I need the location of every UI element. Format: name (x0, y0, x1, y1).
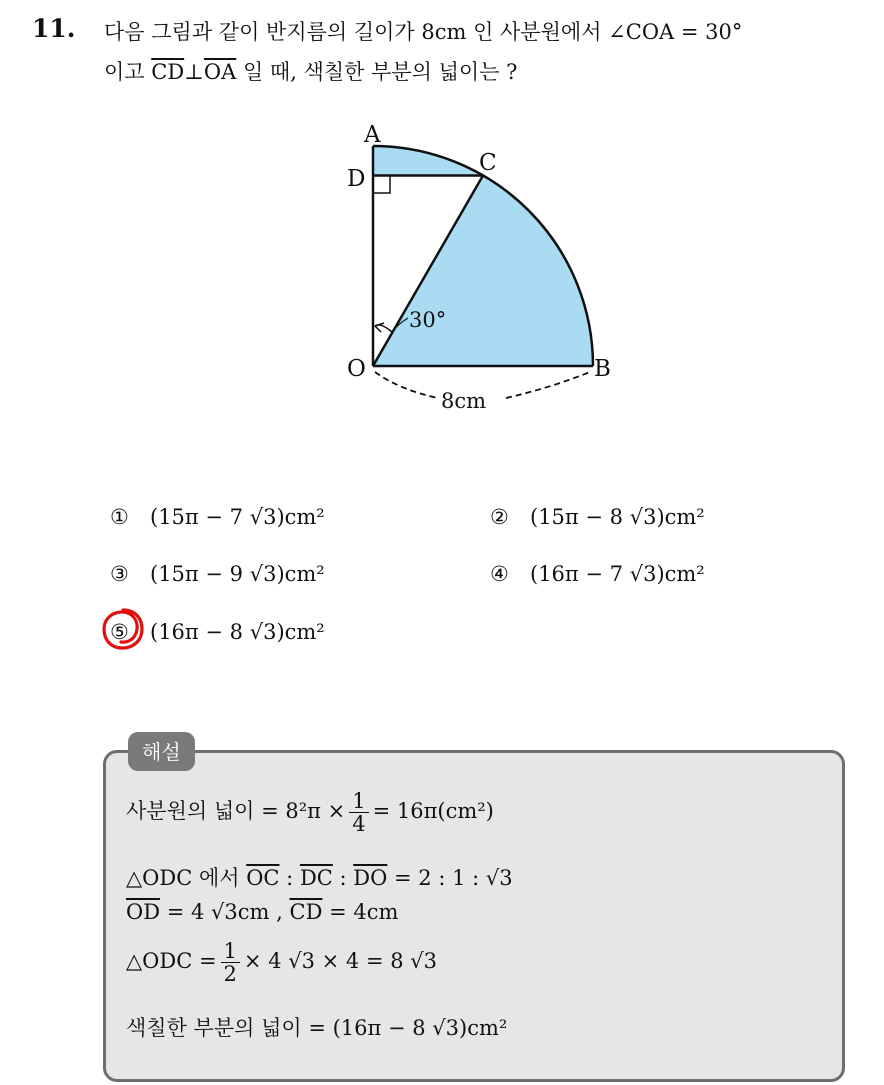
fraction-one-quarter (349, 790, 368, 835)
angle-arrow (375, 323, 384, 332)
perpendicular-symbol: ⊥ (184, 60, 204, 84)
choice-1-text: (15π − 7 √3)cm² (150, 505, 325, 529)
label-o: O (347, 356, 366, 382)
choice-1[interactable] (110, 505, 325, 529)
seg-od: $\overline{OD}$ (126, 900, 161, 924)
radius-dashed-arc-left (375, 372, 438, 398)
question-line-2-start: 이고 (104, 60, 152, 84)
sol-l3-mid: = 4 √3cm , (160, 900, 290, 924)
sol-l4-pre: △ODC = (126, 949, 217, 974)
right-angle-mark (373, 176, 390, 194)
choice-3[interactable] (110, 562, 325, 586)
fraction-denominator: 4 (352, 812, 366, 837)
choice-3-mark: ③ (110, 562, 129, 586)
sol-l2-sep2: : (332, 866, 354, 890)
fraction-denominator-2: 2 (223, 962, 237, 987)
sol-l2-post: = 2 : 1 : √3 (387, 866, 513, 890)
choice-3-text: (15π − 9 √3)cm² (150, 562, 325, 586)
angle-label: 30° (409, 308, 447, 332)
shaded-sector-boc (373, 176, 593, 367)
question-number: 11. (32, 14, 76, 43)
solution-line-1 (126, 790, 494, 835)
radius-label: 8cm (441, 389, 487, 413)
quarter-circle-figure (330, 110, 650, 420)
label-b: B (594, 356, 611, 382)
fraction-numerator-2: 1 (221, 940, 240, 963)
radius-dashed-arc-right (506, 372, 590, 398)
sol-l3-post: = 4cm (322, 900, 399, 924)
solution-line-2 (126, 862, 513, 892)
solution-line-4 (126, 940, 437, 985)
seg-dc: $\overline{DC}$ (299, 866, 333, 890)
sol-l1-pre: 사분원의 넓이 = 8²π × (126, 799, 346, 824)
choice-5-text: (16π − 8 √3)cm² (150, 620, 325, 644)
solution-line-3 (126, 900, 398, 924)
seg-cd-sol: $\overline{CD}$ (289, 900, 323, 924)
sol-l4-post: × 4 √3 × 4 = 8 √3 (243, 949, 438, 974)
fraction-numerator: 1 (349, 790, 368, 813)
answer-circle-mark (100, 606, 146, 652)
seg-oc: $\overline{OC}$ (246, 866, 280, 890)
sol-l2-pre: △ODC 에서 (126, 866, 247, 890)
choice-5-mark: ⑤ (110, 620, 129, 644)
choice-1-mark: ① (110, 505, 129, 529)
choice-2-text: (15π − 8 √3)cm² (530, 505, 705, 529)
solution-tag: 해설 (128, 732, 195, 771)
segment-cd: $\overline{CD}$ (151, 60, 185, 84)
question-line-2 (104, 56, 517, 86)
choice-2-mark: ② (490, 505, 509, 529)
segment-oa: $\overline{OA}$ (203, 60, 237, 84)
sol-l2-sep1: : (279, 866, 300, 890)
label-a: A (364, 122, 381, 148)
shaded-segment-adc (373, 146, 483, 176)
choice-4[interactable] (490, 562, 705, 586)
seg-do: $\overline{DO}$ (353, 866, 388, 890)
sol-l1-post: = 16π(cm²) (372, 799, 494, 824)
label-d: D (347, 166, 366, 192)
question-line-1: 다음 그림과 같이 반지름의 길이가 8cm 인 사분원에서 ∠COA = 30° (104, 20, 743, 44)
label-c: C (479, 150, 497, 176)
solution-line-5: 색칠한 부분의 넓이 = (16π − 8 √3)cm² (126, 1016, 508, 1040)
choice-4-mark: ④ (490, 562, 509, 586)
question-line-2-end: 일 때, 색칠한 부분의 넓이는 ? (236, 60, 518, 84)
choice-2[interactable] (490, 505, 705, 529)
fraction-one-half (221, 940, 240, 985)
choice-4-text: (16π − 7 √3)cm² (530, 562, 705, 586)
